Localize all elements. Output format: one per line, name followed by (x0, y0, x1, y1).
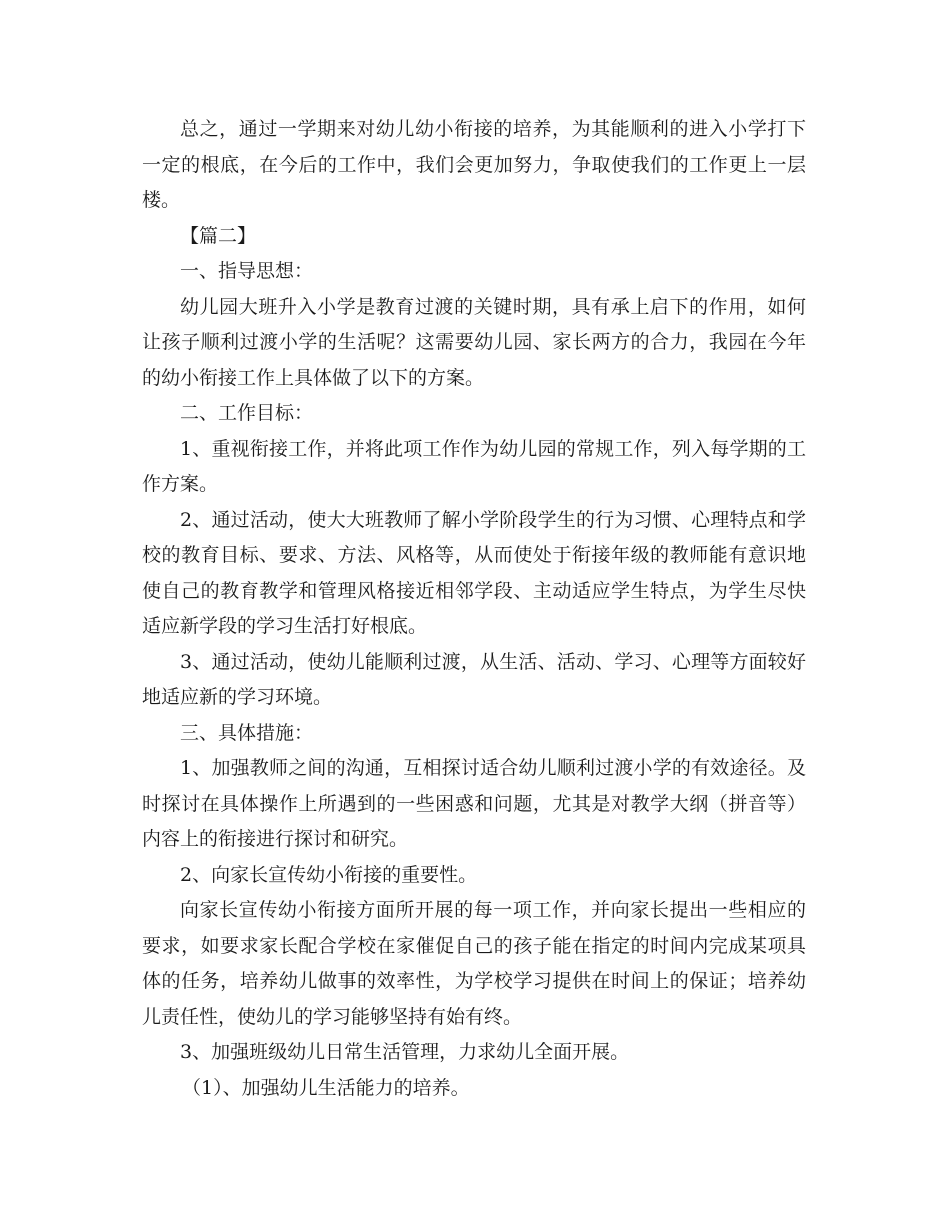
paragraph-goal-1: 1、重视衔接工作，并将此项工作作为幼儿园的常规工作，列入每学期的工作方案。 (142, 437, 806, 495)
paragraph-measure-2: 2、向家长宣传幼小衔接的重要性。 (180, 863, 478, 886)
paragraph-measure-3: 3、加强班级幼儿日常生活管理，力求幼儿全面开展。 (180, 1041, 630, 1063)
section-heading-part-two: 【篇二】 (180, 224, 257, 247)
paragraph-measure-2-detail: 向家长宣传幼小衔接方面所开展的每一项工作，并向家长提出一些相应的要求，如要求家长配合学校在家催促自己的孩子能在指定的时间内完成某项具体的任务，培养幼儿做事的效率性，为学校学习提供在时间上的保证；培养幼儿责任性，使幼儿的学习能够坚持有始有终。 (142, 899, 806, 1028)
paragraph-measure-3-item-1: （1）、加强幼儿生活能力的培养。 (182, 1076, 470, 1099)
paragraph-guiding-ideology: 幼儿园大班升入小学是教育过渡的关键时期，具有承上启下的作用，如何让孩子顺利过渡小学的生活呢？这需要幼儿园、家长两方的合力，我园在今年的幼小衔接工作上具体做了以下的方案。 (142, 295, 806, 389)
heading-guiding-ideology: 一、指导思想： (180, 260, 314, 282)
paragraph-goal-3: 3、通过活动，使幼儿能顺利过渡，从生活、活动、学习、心理等方面较好地适应新的学习环境。 (142, 650, 806, 708)
paragraph-summary: 总之，通过一学期来对幼儿幼小衔接的培养，为其能顺利的进入小学打下一定的根底，在今后的工作中，我们会更加努力，争取使我们的工作更上一层楼。 (142, 118, 806, 211)
paragraph-measure-1: 1、加强教师之间的沟通，互相探讨适合幼儿顺利过渡小学的有效途径。及时探讨在具体操作上所遇到的一些困惑和问题，尤其是对教学大纲（拼音等）内容上的衔接进行探讨和研究。 (142, 757, 806, 850)
paragraph-goal-2: 2、通过活动，使大大班教师了解小学阶段学生的行为习惯、心理特点和学校的教育目标、要求、方法、风格等，从而使处于衔接年级的教师能有意识地使自己的教育教学和管理风格接近相邻学段、主动适应学生特点，为学生尽快适应新学段的学习生活打好根底。 (142, 508, 806, 637)
heading-specific-measures: 三、具体措施： (180, 721, 314, 744)
heading-work-goals: 二、工作目标： (180, 402, 314, 424)
document-body (142, 112, 806, 1106)
